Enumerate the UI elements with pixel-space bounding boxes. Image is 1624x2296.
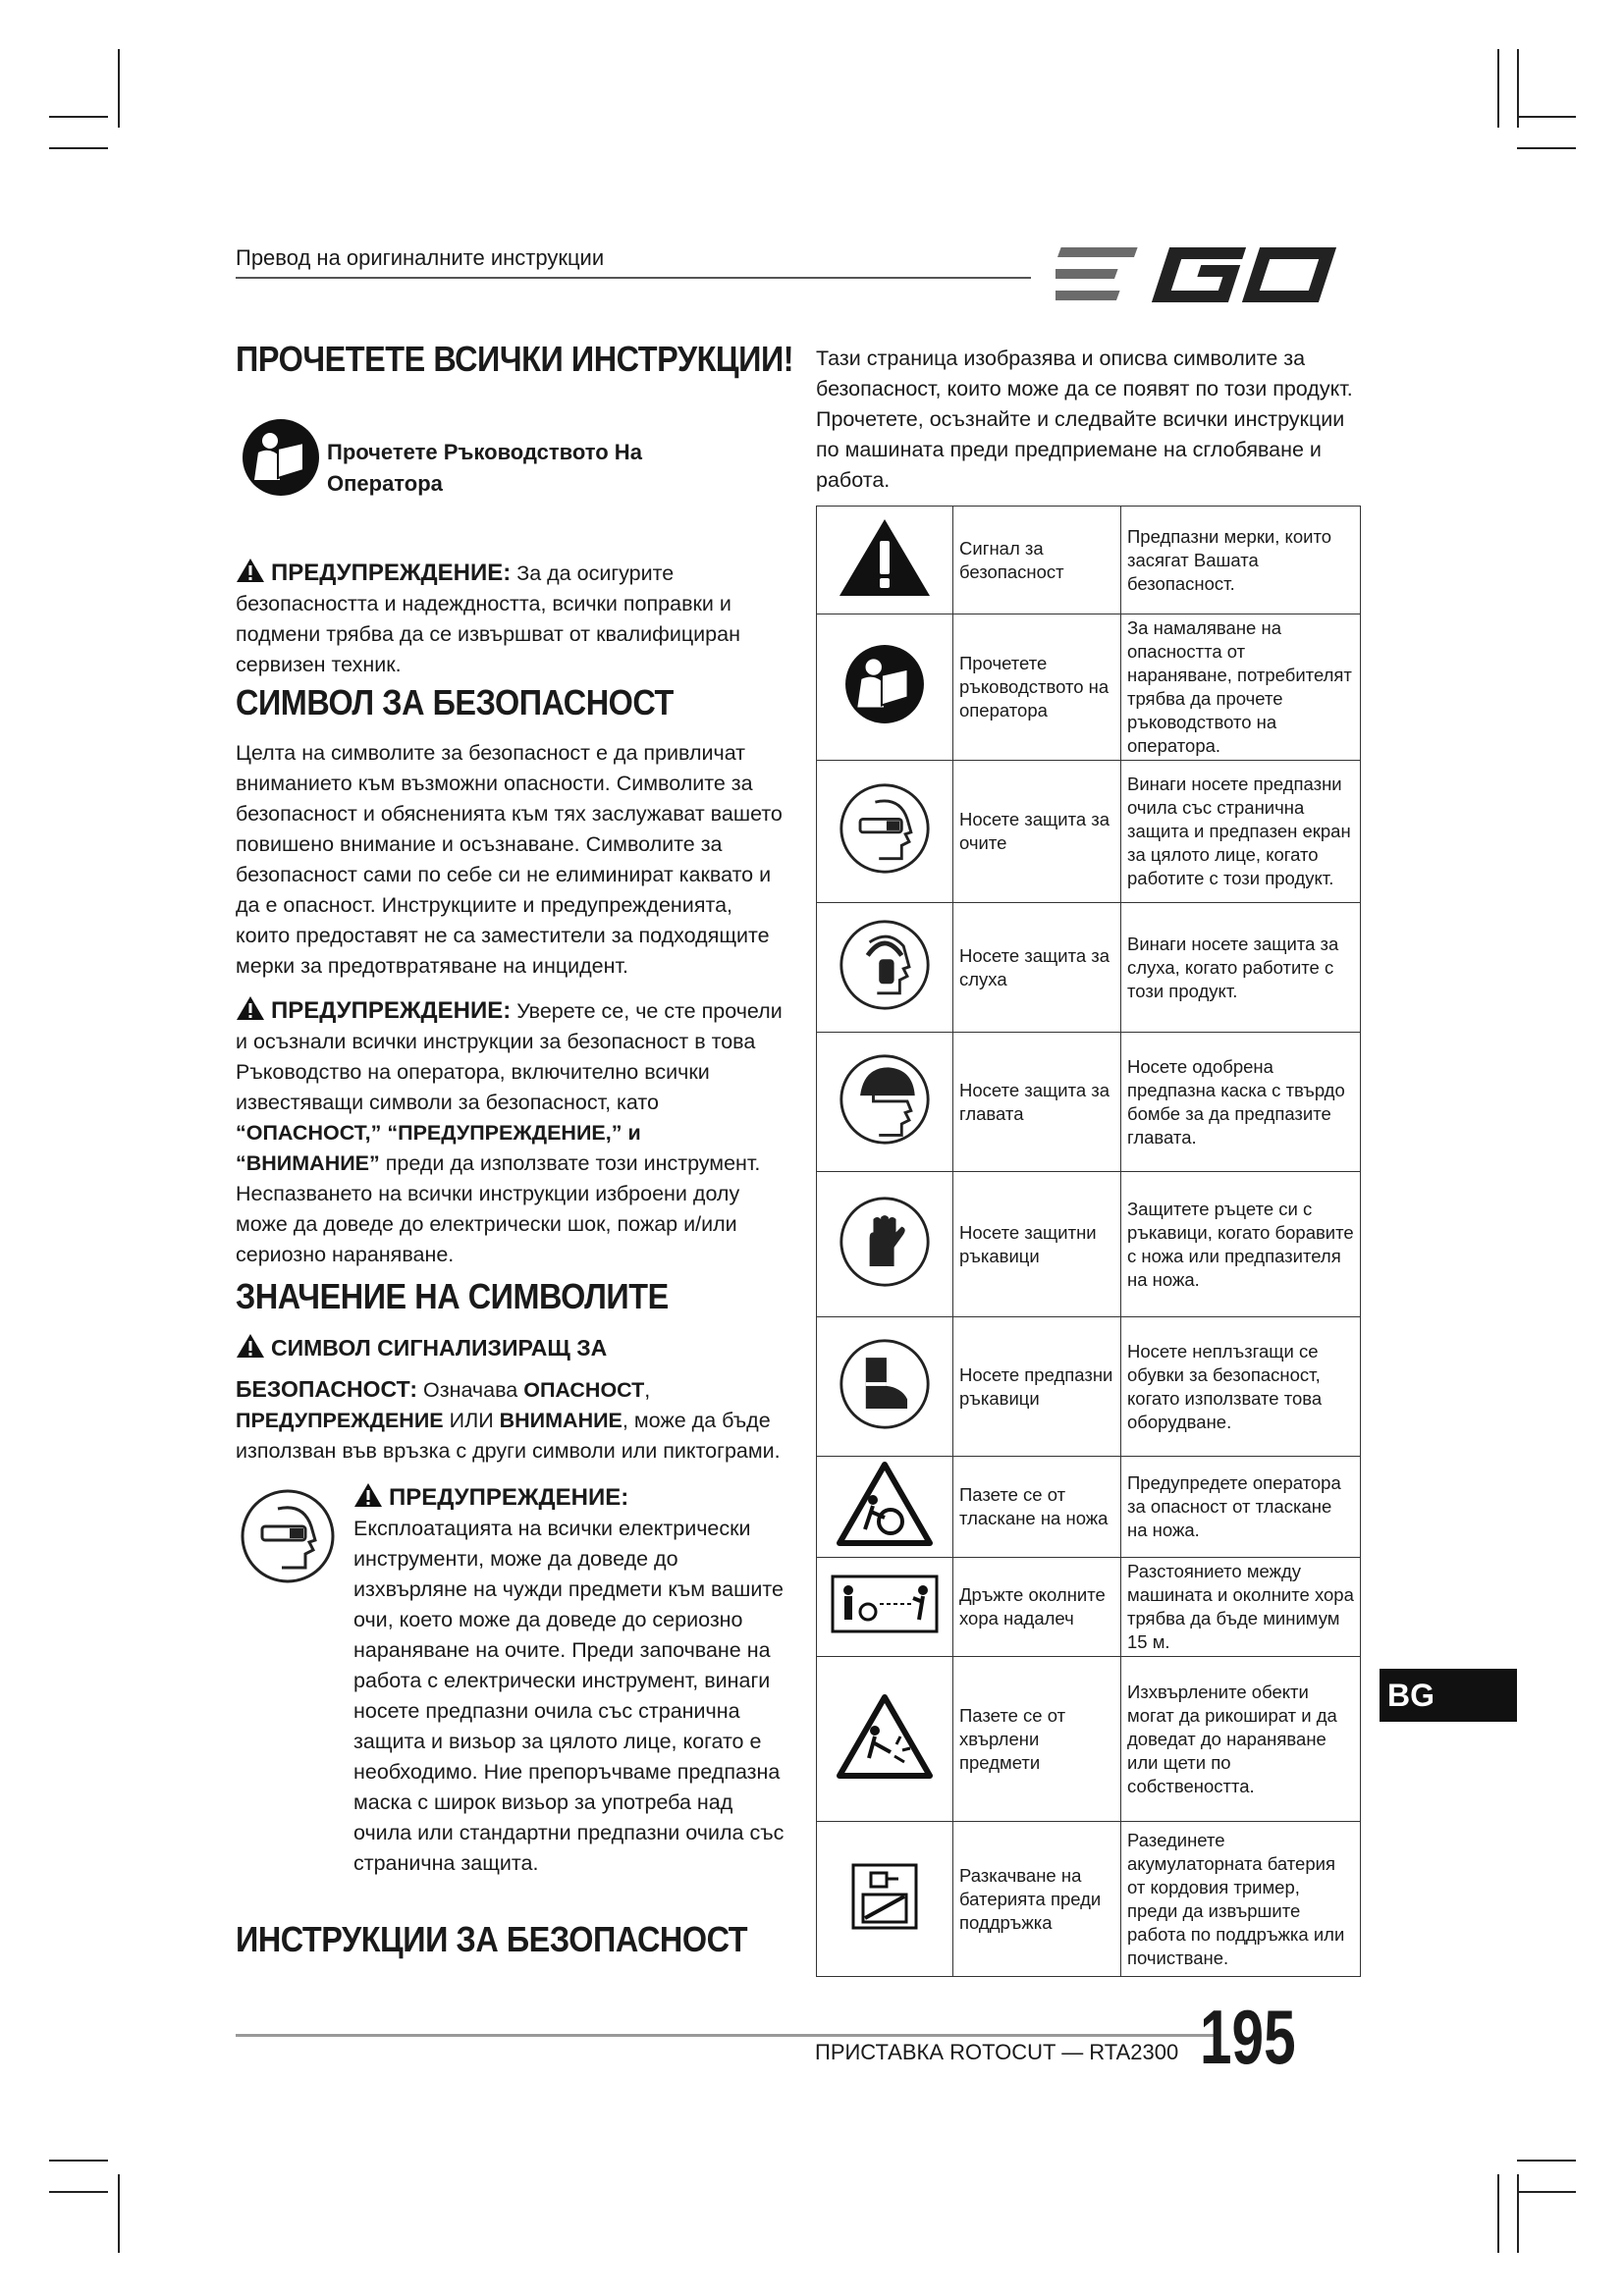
language-tab: BG [1380, 1669, 1517, 1722]
symbol-name: Разкачване на батерията преди поддръжка [953, 1822, 1121, 1977]
blade-thrust-icon [817, 1457, 953, 1558]
symbol-name: Прочетете ръководството на оператора [953, 614, 1121, 761]
alert-word-warning: ПРЕДУПРЕЖДЕНИЕ [236, 1409, 444, 1432]
warning-triangle-icon [236, 558, 265, 583]
symbol-meaning-title: ЗНАЧЕНИЕ НА СИМВОЛИТЕ [236, 1276, 669, 1316]
header-rule [236, 277, 1031, 279]
keep-bystanders-away-icon [817, 1558, 953, 1657]
symbol-description: Винаги носете защита за слуха, когато работите с този продукт. [1121, 903, 1361, 1033]
crop-mark [49, 116, 108, 118]
warning-3-heading: ПРЕДУПРЕЖДЕНИЕ: [389, 1484, 629, 1511]
crop-mark [1517, 116, 1576, 118]
read-manual-label: Прочетете Ръководството На Оператора [327, 440, 642, 496]
symbol-row [817, 1033, 1361, 1172]
symbol-description: Предупредете оператора за опасност от тласкане на ножа. [1121, 1457, 1361, 1558]
crop-mark [49, 147, 108, 149]
warning-block-3 [353, 1482, 785, 1879]
warning-3-text: Експлоатацията на всички електрически инструменти, може да доведе до изхвърляне на чужди предмети към вашите очи, което може да доведе до сериозно нараняване на очите. Преди започване на работа с електрически инструмент, винаги носете предпазни очила със странична защита и визьор за цялото лице, когато е необходимо. Ние препоръчваме предпазна маска с широк визьор за употреба над очила или стандартни предпазни очила със странична защита. [353, 1517, 785, 1875]
symbol-name: Носете защита за слуха [953, 903, 1121, 1033]
symbol-row [817, 903, 1361, 1033]
warning-1-heading: ПРЕДУПРЕЖДЕНИЕ: [271, 560, 512, 586]
symbol-description: За намаляване на опасността от нараняване, потребителят трябва да прочете ръководството на оператора. [1121, 614, 1361, 761]
crop-mark [1517, 2160, 1576, 2162]
symbol-description: Носете одобрена предпазна каска с твърдо бомбе за да предпазите главата. [1121, 1033, 1361, 1172]
crop-mark [1497, 2174, 1499, 2253]
crop-mark [49, 2191, 108, 2193]
read-manual-icon [817, 614, 953, 761]
eye-protection-icon [817, 761, 953, 903]
symbol-name: Сигнал за безопасност [953, 507, 1121, 614]
symbol-row [817, 761, 1361, 903]
head-protection-icon [817, 1033, 953, 1172]
disconnect-battery-icon [817, 1822, 953, 1977]
warning-1-text: За да осигурите безопасността и надеждността, всички поправки и подмени трябва да се извършват от квалифициран сервизен техник. [236, 561, 740, 676]
symbol-name: Пазете се от хвърлени предмети [953, 1657, 1121, 1822]
symbol-description: Предпазни мерки, които засягат Вашата безопасност. [1121, 507, 1361, 614]
crop-mark [118, 2174, 120, 2253]
symbol-description: Носете неплъзгащи се обувки за безопасност, когато използвате това оборудване. [1121, 1317, 1361, 1457]
symbol-row [817, 614, 1361, 761]
crop-mark [1517, 147, 1576, 149]
alert-heading-2: БЕЗОПАСНОСТ: [236, 1376, 417, 1402]
thrown-objects-icon [817, 1657, 953, 1822]
warning-block-2 [236, 995, 790, 1270]
warning-triangle-icon [236, 995, 265, 1021]
warning-2-text-a: Уверете се, че сте прочели и осъзнали всички инструкции за безопасност в това Ръководство на оператора, включително всички известяващи символи за безопасност, като [236, 999, 783, 1114]
warning-2-heading: ПРЕДУПРЕЖДЕНИЕ: [271, 997, 512, 1024]
symbol-description: Разстоянието между машината и околните хора трябва да бъде минимум 15 м. [1121, 1558, 1361, 1657]
symbol-name: Носете защита за очите [953, 761, 1121, 903]
product-name: ПРИСТАВКА ROTOCUT — RTA2300 [815, 2040, 1179, 2064]
symbols-intro: Тази страница изобразява и описва символите за безопасност, които може да се появят по този продукт. Прочетете, осъзнайте и следвайте всички инструкции по машината преди предприемане на сглобяване и работа. [816, 347, 1353, 492]
symbol-row [817, 507, 1361, 614]
symbol-name: Носете защитни ръкавици [953, 1172, 1121, 1317]
symbol-description: Разединете акумулаторната батерия от кордовия тример, преди да извършите работа по поддръжка или почистване. [1121, 1822, 1361, 1977]
crop-mark [1497, 49, 1499, 128]
warning-triangle-icon [236, 1333, 265, 1359]
symbol-row [817, 1317, 1361, 1457]
symbol-description: Винаги носете предпазни очила със странична защита и предпазен екран за цялото лице, когато работите с този продукт. [1121, 761, 1361, 903]
read-instructions-title: ПРОЧЕТЕТЕ ВСИЧКИ ИНСТРУКЦИИ! [236, 339, 794, 379]
alert-heading-1: СИМВОЛ СИГНАЛИЗИРАЩ ЗА [271, 1335, 608, 1361]
gloves-icon [817, 1172, 953, 1317]
symbol-description: Изхвърлените обекти могат да рикошират и да доведат до нараняване или щети по собствеността. [1121, 1657, 1361, 1822]
ear-protection-icon [817, 903, 953, 1033]
warning-triangle-icon [817, 507, 953, 614]
ego-logo [1056, 236, 1360, 314]
read-manual-icon [241, 417, 321, 498]
doc-label: Превод на оригиналните инструкции [236, 245, 605, 270]
warning-triangle-icon [353, 1482, 383, 1508]
warning-block-1 [236, 558, 790, 680]
safety-instructions-title: ИНСТРУКЦИИ ЗА БЕЗОПАСНОСТ [236, 1919, 748, 1959]
crop-mark [49, 2160, 108, 2162]
crop-mark [118, 49, 120, 128]
alert-symbol-block: СИМВОЛ СИГНАЛИЗИРАЩ ЗА БЕЗОПАСНОСТ: Означава ОПАСНОСТ, ПРЕДУПРЕЖДЕНИЕ ИЛИ ВНИМАНИЕ, може да бъде използван във връзка с други символи или пиктограми. [236, 1335, 781, 1463]
warning-2-text-b: преди да използвате този инструмент. Неспазването на всички инструкции изброени долу може да доведе до електрически шок, пожар и/или сериозно нараняване. [236, 1151, 761, 1266]
symbol-row [817, 1172, 1361, 1317]
symbol-row [817, 1457, 1361, 1558]
crop-mark [1517, 2174, 1519, 2253]
alert-word-caution: ВНИМАНИЕ [499, 1409, 623, 1432]
boots-icon [817, 1317, 953, 1457]
alert-or: ИЛИ [449, 1409, 494, 1432]
alert-word-danger: ОПАСНОСТ [523, 1378, 645, 1402]
symbol-row [817, 1558, 1361, 1657]
safety-symbol-title: СИМВОЛ ЗА БЕЗОПАСНОСТ [236, 682, 674, 722]
alert-text-b: , може да бъде използван във връзка с други символи или пиктограми. [236, 1409, 781, 1463]
page-number: 195 [1200, 1994, 1296, 2080]
symbol-name: Дръжте околните хора надалеч [953, 1558, 1121, 1657]
symbol-name: Пазете се от тласкане на ножа [953, 1457, 1121, 1558]
footer-rule [236, 2034, 1218, 2037]
symbol-row [817, 1822, 1361, 1977]
symbols-table [816, 506, 1361, 1977]
symbol-name: Носете предпазни ръкавици [953, 1317, 1121, 1457]
eye-protection-icon [239, 1487, 337, 1585]
symbol-description: Защитете ръцете си с ръкавици, когато боравите с ножа или предпазителя на ножа. [1121, 1172, 1361, 1317]
alert-text-a: Означава [422, 1378, 518, 1402]
symbol-name: Носете защита за главата [953, 1033, 1121, 1172]
warning-2-terms: “ОПАСНОСТ,” “ПРЕДУПРЕЖДЕНИЕ,” и “ВНИМАНИЕ” [236, 1121, 641, 1175]
symbol-paragraph: Целта на символите за безопасност е да привличат вниманието към възможни опасности. Символите за безопасност и обясненията към тях заслужават вашето повишено внимание и осъзнаване. Символите за безопасност сами по себе си не елиминират каквато и да е опасност. Инструкциите и предупрежденията, които предоставят не са заместители за подходящите мерки за предотвратяване на инцидент. [236, 741, 783, 978]
crop-mark [1517, 2191, 1576, 2193]
symbol-row [817, 1657, 1361, 1822]
